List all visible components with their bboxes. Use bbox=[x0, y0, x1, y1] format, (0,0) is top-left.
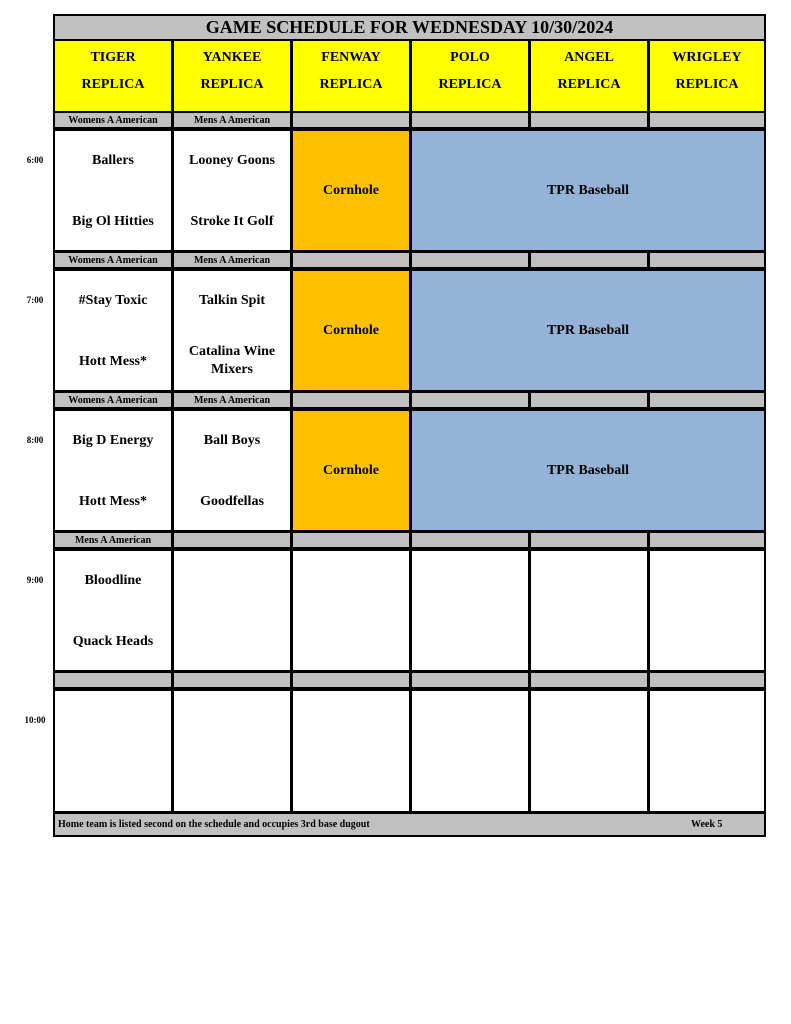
division-label: Womens A American bbox=[55, 393, 171, 407]
away-team: Talkin Spit bbox=[198, 293, 266, 308]
division-label bbox=[650, 673, 764, 687]
empty-cell bbox=[531, 551, 647, 670]
tpr-baseball-event: TPR Baseball bbox=[412, 131, 764, 250]
division-label bbox=[412, 113, 528, 127]
home-team: Catalina Wine Mixers bbox=[188, 344, 276, 377]
division-label bbox=[174, 533, 290, 547]
tpr-baseball-event: TPR Baseball bbox=[412, 411, 764, 530]
away-team: #Stay Toxic bbox=[78, 293, 148, 308]
division-label: Mens A American bbox=[174, 113, 290, 127]
field-sub: REPLICA bbox=[81, 77, 145, 92]
division-label bbox=[412, 253, 528, 267]
field-sub: REPLICA bbox=[438, 77, 502, 92]
field-name: ANGEL bbox=[564, 50, 614, 65]
footer-bar bbox=[55, 814, 764, 835]
field-name: FENWAY bbox=[321, 50, 381, 65]
division-label bbox=[650, 253, 764, 267]
home-team: Big Ol Hitties bbox=[72, 214, 154, 229]
division-label bbox=[650, 533, 764, 547]
division-label: Mens A American bbox=[174, 253, 290, 267]
time-label: 9:00 bbox=[26, 575, 44, 585]
division-label bbox=[531, 253, 647, 267]
division-label: Mens A American bbox=[55, 533, 171, 547]
division-label bbox=[412, 673, 528, 687]
game-cell-tiger bbox=[55, 551, 171, 670]
game-cell-yankee bbox=[174, 131, 290, 250]
page-title: GAME SCHEDULE FOR WEDNESDAY 10/30/2024 bbox=[55, 16, 764, 39]
division-label bbox=[293, 393, 409, 407]
game-cell-tiger bbox=[55, 271, 171, 390]
empty-cell bbox=[650, 551, 764, 670]
field-header-angel bbox=[531, 41, 647, 111]
home-team: Quack Heads bbox=[72, 634, 154, 649]
division-label: Womens A American bbox=[55, 113, 171, 127]
cornhole-event: Cornhole bbox=[293, 131, 409, 250]
away-team: Big D Energy bbox=[72, 433, 154, 448]
division-label bbox=[531, 533, 647, 547]
division-label bbox=[531, 393, 647, 407]
empty-cell bbox=[412, 551, 528, 670]
division-label bbox=[412, 533, 528, 547]
time-label: 8:00 bbox=[26, 435, 44, 445]
division-label bbox=[293, 673, 409, 687]
field-header-yankee bbox=[174, 41, 290, 111]
home-team: Hott Mess* bbox=[78, 354, 148, 369]
field-name: TIGER bbox=[90, 50, 136, 65]
game-cell-yankee bbox=[174, 411, 290, 530]
division-label bbox=[650, 113, 764, 127]
division-label bbox=[531, 113, 647, 127]
division-label bbox=[531, 673, 647, 687]
footer-note: Home team is listed second on the schedule and occupies 3rd base dugout bbox=[58, 819, 370, 830]
field-name: YANKEE bbox=[202, 50, 262, 65]
game-cell-yankee bbox=[174, 271, 290, 390]
field-sub: REPLICA bbox=[675, 77, 739, 92]
division-label bbox=[55, 673, 171, 687]
field-header-wrigley bbox=[650, 41, 764, 111]
field-header-polo bbox=[412, 41, 528, 111]
empty-cell bbox=[174, 691, 290, 811]
game-cell-tiger bbox=[55, 131, 171, 250]
away-team: Ball Boys bbox=[203, 433, 261, 448]
division-label bbox=[293, 533, 409, 547]
time-label: 7:00 bbox=[26, 295, 44, 305]
field-name: POLO bbox=[450, 50, 490, 65]
game-cell-tiger bbox=[55, 411, 171, 530]
field-header-tiger bbox=[55, 41, 171, 111]
time-label: 10:00 bbox=[24, 715, 46, 725]
home-team: Stroke It Golf bbox=[190, 214, 274, 229]
schedule-table bbox=[53, 14, 766, 837]
field-header-fenway bbox=[293, 41, 409, 111]
division-label: Mens A American bbox=[174, 393, 290, 407]
field-sub: REPLICA bbox=[200, 77, 264, 92]
field-sub: REPLICA bbox=[319, 77, 383, 92]
empty-cell bbox=[293, 691, 409, 811]
empty-cell bbox=[293, 551, 409, 670]
division-label bbox=[293, 253, 409, 267]
empty-cell bbox=[531, 691, 647, 811]
empty-cell bbox=[174, 551, 290, 670]
home-team: Hott Mess* bbox=[78, 494, 148, 509]
away-team: Ballers bbox=[92, 153, 134, 168]
time-label: 6:00 bbox=[26, 155, 44, 165]
tpr-baseball-event: TPR Baseball bbox=[412, 271, 764, 390]
home-team: Goodfellas bbox=[200, 494, 264, 509]
week-label: Week 5 bbox=[691, 819, 723, 830]
division-label bbox=[650, 393, 764, 407]
empty-cell bbox=[55, 691, 171, 811]
division-label bbox=[293, 113, 409, 127]
division-label: Womens A American bbox=[55, 253, 171, 267]
cornhole-event: Cornhole bbox=[293, 271, 409, 390]
empty-cell bbox=[650, 691, 764, 811]
cornhole-event: Cornhole bbox=[293, 411, 409, 530]
field-name: WRIGLEY bbox=[672, 50, 742, 65]
away-team: Bloodline bbox=[84, 573, 142, 588]
division-label bbox=[412, 393, 528, 407]
empty-cell bbox=[412, 691, 528, 811]
field-sub: REPLICA bbox=[557, 77, 621, 92]
away-team: Looney Goons bbox=[189, 153, 275, 168]
division-label bbox=[174, 673, 290, 687]
